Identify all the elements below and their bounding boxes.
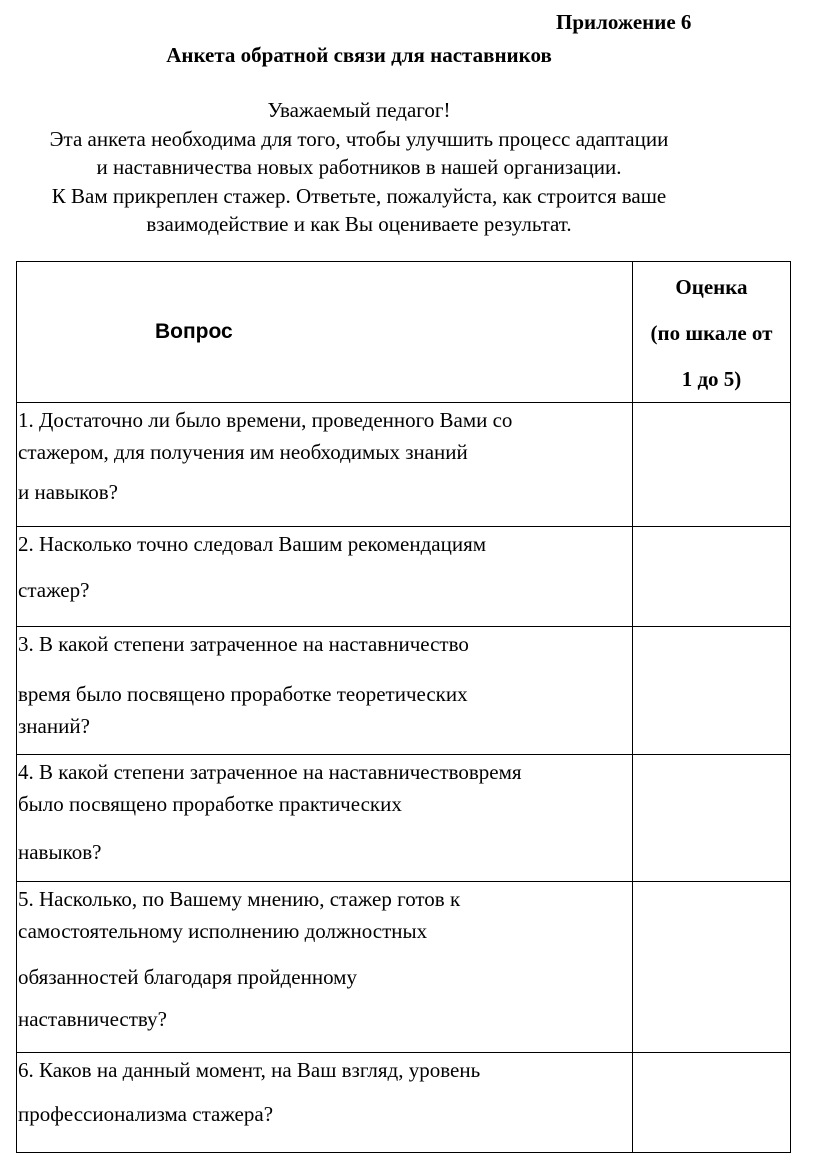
question-line: и навыков? [18,480,118,504]
question-line: 3. В какой степени затраченное на наставничество [18,632,469,656]
question-line: время было посвящено проработке теоретических [18,682,468,706]
intro-greeting: Уважаемый педагог! [267,98,451,122]
table-row [17,1053,791,1153]
intro-line: взаимодействие и как Вы оцениваете результат. [146,212,572,236]
question-cell [17,527,633,627]
question-cell [17,627,633,755]
header-score-line: Оценка [675,275,748,299]
question-line: знаний? [18,714,90,738]
question-line: 1. Достаточно ли было времени, проведенного Вами со [18,408,513,432]
table-row [17,403,791,527]
appendix-label: Приложение 6 [556,10,692,34]
header-score-line: (по шкале от [650,321,773,345]
intro-line: К Вам прикреплен стажер. Ответьте, пожалуйста, как строится ваше [51,183,667,208]
question-line: обязанностей благодаря пройденному [18,965,357,989]
question-line: было посвящено проработке практических [18,792,402,816]
page-title: Анкета обратной связи для наставников [166,43,552,67]
score-cell[interactable] [633,627,791,755]
score-cell[interactable] [633,527,791,627]
table-header-row [17,262,791,403]
table-row [17,527,791,627]
question-line: 6. Каков на данный момент, на Ваш взгляд, уровень [18,1058,481,1082]
score-cell[interactable] [633,1053,791,1153]
survey-table [16,261,791,1153]
intro-text [0,96,718,239]
table-row [17,882,791,1053]
question-line: 5. Насколько, по Вашему мнению, стажер готов к [18,887,461,911]
question-line: наставничеству? [18,1007,167,1031]
question-cell [17,403,633,527]
header-question: Вопрос [17,262,633,403]
table-row [17,627,791,755]
intro-line: и наставничества новых работников в нашей организации. [96,155,622,179]
question-cell [17,1053,633,1153]
question-line: 4. В какой степени затраченное на наставничествовремя [18,760,522,784]
score-cell[interactable] [633,755,791,882]
question-line: 2. Насколько точно следовал Вашим рекомендациям [18,532,487,556]
question-line: профессионализма стажера? [18,1102,274,1126]
score-cell[interactable] [633,403,791,527]
header-score [633,262,791,403]
question-line: самостоятельному исполнению должностных [18,919,428,943]
header-score-line: 1 до 5) [681,367,742,391]
question-cell [17,755,633,882]
intro-line: Эта анкета необходима для того, чтобы улучшить процесс адаптации [49,126,669,151]
score-cell[interactable] [633,882,791,1053]
question-line: навыков? [18,840,102,864]
question-line: стажером, для получения им необходимых знаний [18,440,468,464]
question-cell [17,882,633,1053]
table-row [17,755,791,882]
question-line: стажер? [18,578,90,602]
